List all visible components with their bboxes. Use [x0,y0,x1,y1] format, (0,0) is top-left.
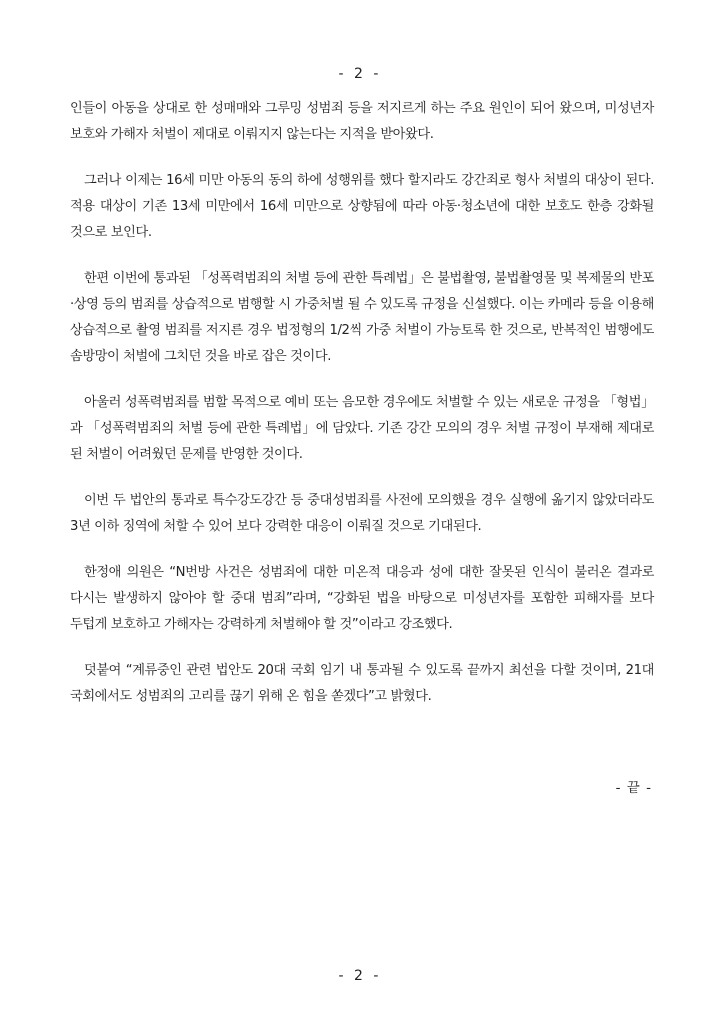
document-body [70,96,654,730]
paragraph-7: 덧붙여 “계류중인 관련 법안도 20대 국회 임기 내 통과될 수 있도록 끝까지 최선을 다할 것이며, 21대 국회에서도 성범죄의 고리를 끊기 위해 온 힘을 쏟겠다”고 밝혔다. [70,663,654,704]
paragraph-5: 이번 두 법안의 통과로 특수강도강간 등 중대성범죄를 사전에 모의했을 경우 실행에 옮기지 않았더라도 3년 이하 징역에 처할 수 있어 보다 강력한 대응이 이뤄질 것으로 기대된다. [70,493,654,534]
page-number-bottom: - 2 - [338,968,382,984]
end-mark: - 끝 - [615,780,652,796]
page-number-top: - 2 - [338,66,382,82]
paragraph-1: 인들이 아동을 상대로 한 성매매와 그루밍 성범죄 등을 저지르게 하는 주요 원인이 되어 왔으며, 미성년자 보호와 가해자 처벌이 제대로 이뤄지지 않는다는 지적을 받아왔다. [70,101,654,142]
paragraph-2: 그러나 이제는 16세 미만 아동의 동의 하에 성행위를 했다 할지라도 강간죄로 형사 처벌의 대상이 된다. 적용 대상이 기존 13세 미만에서 16세 미만으로 상향됨에 따라 아동·청소년에 대한 보호도 한층 강화될 것으로 보인다. [70,173,654,240]
paragraph-4: 아울러 성폭력범죄를 범할 목적으로 예비 또는 음모한 경우에도 처벌할 수 있는 새로운 규정을 「형법」과 「성폭력범죄의 처벌 등에 관한 특례법」에 담았다. 기존 강간 모의의 경우 처벌 규정이 부재해 제대로 된 처벌이 어려웠던 문제를 반영한 것이다. [70,395,654,462]
paragraph-6: 한정애 의원은 “N번방 사건은 성범죄에 대한 미온적 대응과 성에 대한 잘못된 인식이 불러온 결과로 다시는 발생하지 않아야 할 중대 범죄”라며, “강화된 법을 바탕으로 미성년자를 포함한 피해자를 보다 두텁게 보호하고 가해자는 강력하게 처벌해야 할 것”이라고 강조했다. [70,565,654,632]
paragraph-3: 한편 이번에 통과된 「성폭력범죄의 처벌 등에 관한 특례법」은 불법촬영, 불법촬영물 및 복제물의 반포·상영 등의 범죄를 상습적으로 범행할 시 가중처벌 될 수 있도록 규정을 신설했다. 이는 카메라 등을 이용해 상습적으로 촬영 범죄를 저지른 경우 법정형의 1/2씩 가중 처벌이 가능토록 한 것으로, 반복적인 범행에도 솜방망이 처벌에 그치던 것을 바로 잡은 것이다. [70,271,654,364]
